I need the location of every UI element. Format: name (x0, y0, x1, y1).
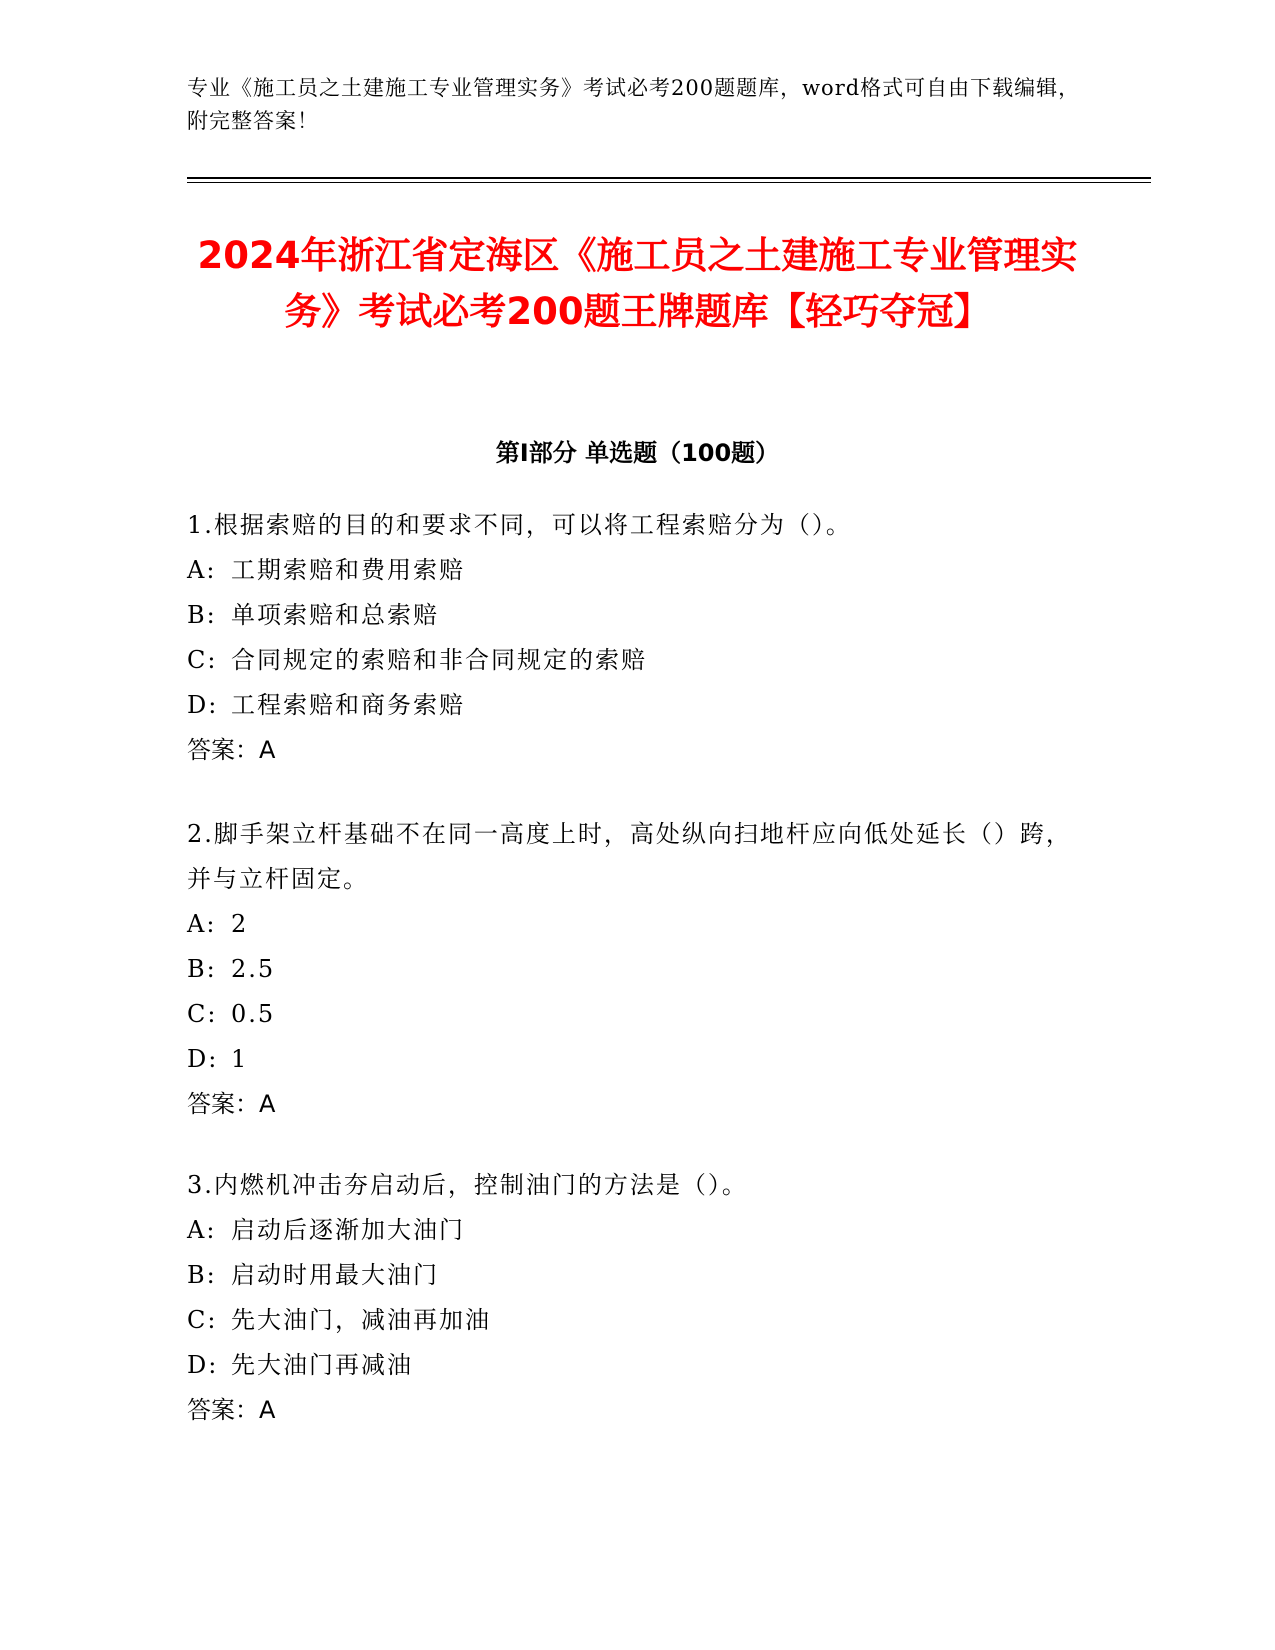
option-c (187, 1298, 1087, 1343)
option-letter: C: (187, 646, 218, 674)
answer-label: 答案： (187, 736, 259, 764)
option-letter: C: (187, 1000, 218, 1028)
option-text: 单项索赔和总索赔 (231, 601, 439, 629)
option-letter: D: (187, 1045, 219, 1073)
option-letter: B: (187, 601, 217, 629)
option-text: 先大油门，减油再加油 (231, 1306, 491, 1334)
option-text: 2.5 (231, 955, 276, 983)
document-title: 2024年浙江省定海区《施工员之土建施工专业管理实务》考试必考200题王牌题库【轻巧夺冠】 (197, 234, 1078, 333)
option-text: 合同规定的索赔和非合同规定的索赔 (231, 646, 647, 674)
option-text: 工期索赔和费用索赔 (231, 556, 465, 584)
option-text: 2 (231, 910, 249, 938)
answer-line (187, 1388, 1087, 1433)
option-c (187, 638, 1087, 683)
header-note: 专业《施工员之土建施工专业管理实务》考试必考200题题库，word格式可自由下载编辑，附完整答案！ (187, 76, 1081, 133)
answer-label: 答案： (187, 1090, 259, 1118)
answer-value: A (259, 1396, 276, 1424)
answer-line (187, 728, 1087, 773)
option-text: 0.5 (231, 1000, 276, 1028)
answer-line (187, 1082, 1087, 1127)
option-a (187, 548, 1087, 593)
answer-value: A (259, 1090, 276, 1118)
question-stem: 3.内燃机冲击夯启动后，控制油门的方法是（）。 (187, 1171, 748, 1199)
option-text: 1 (231, 1045, 249, 1073)
option-b (187, 1253, 1087, 1298)
option-d (187, 1037, 1087, 1082)
option-text: 启动后逐渐加大油门 (231, 1216, 465, 1244)
option-text: 工程索赔和商务索赔 (231, 691, 465, 719)
option-b (187, 947, 1087, 992)
option-a (187, 902, 1087, 947)
option-letter: B: (187, 1261, 217, 1289)
option-letter: D: (187, 1351, 219, 1379)
option-b (187, 593, 1087, 638)
header-divider-thin (187, 182, 1151, 183)
option-d (187, 683, 1087, 728)
option-letter: A: (187, 556, 217, 584)
question-3 (187, 1163, 1087, 1433)
answer-label: 答案： (187, 1396, 259, 1424)
question-stem: 1.根据索赔的目的和要求不同，可以将工程索赔分为（）。 (187, 511, 852, 539)
question-stem: 2.脚手架立杆基础不在同一高度上时，高处纵向扫地杆应向低处延长（）跨，并与立杆固定。 (187, 820, 1072, 893)
question-1 (187, 503, 1087, 773)
option-letter: B: (187, 955, 217, 983)
header-divider-thick (187, 177, 1151, 179)
question-2 (187, 812, 1087, 1127)
answer-value: A (259, 736, 276, 764)
option-c (187, 992, 1087, 1037)
section-heading: 第Ⅰ部分 单选题（100题） (495, 439, 780, 467)
option-letter: D: (187, 691, 219, 719)
option-letter: C: (187, 1306, 218, 1334)
option-letter: A: (187, 910, 217, 938)
option-text: 先大油门再减油 (231, 1351, 413, 1379)
option-a (187, 1208, 1087, 1253)
option-d (187, 1343, 1087, 1388)
option-text: 启动时用最大油门 (231, 1261, 439, 1289)
option-letter: A: (187, 1216, 217, 1244)
